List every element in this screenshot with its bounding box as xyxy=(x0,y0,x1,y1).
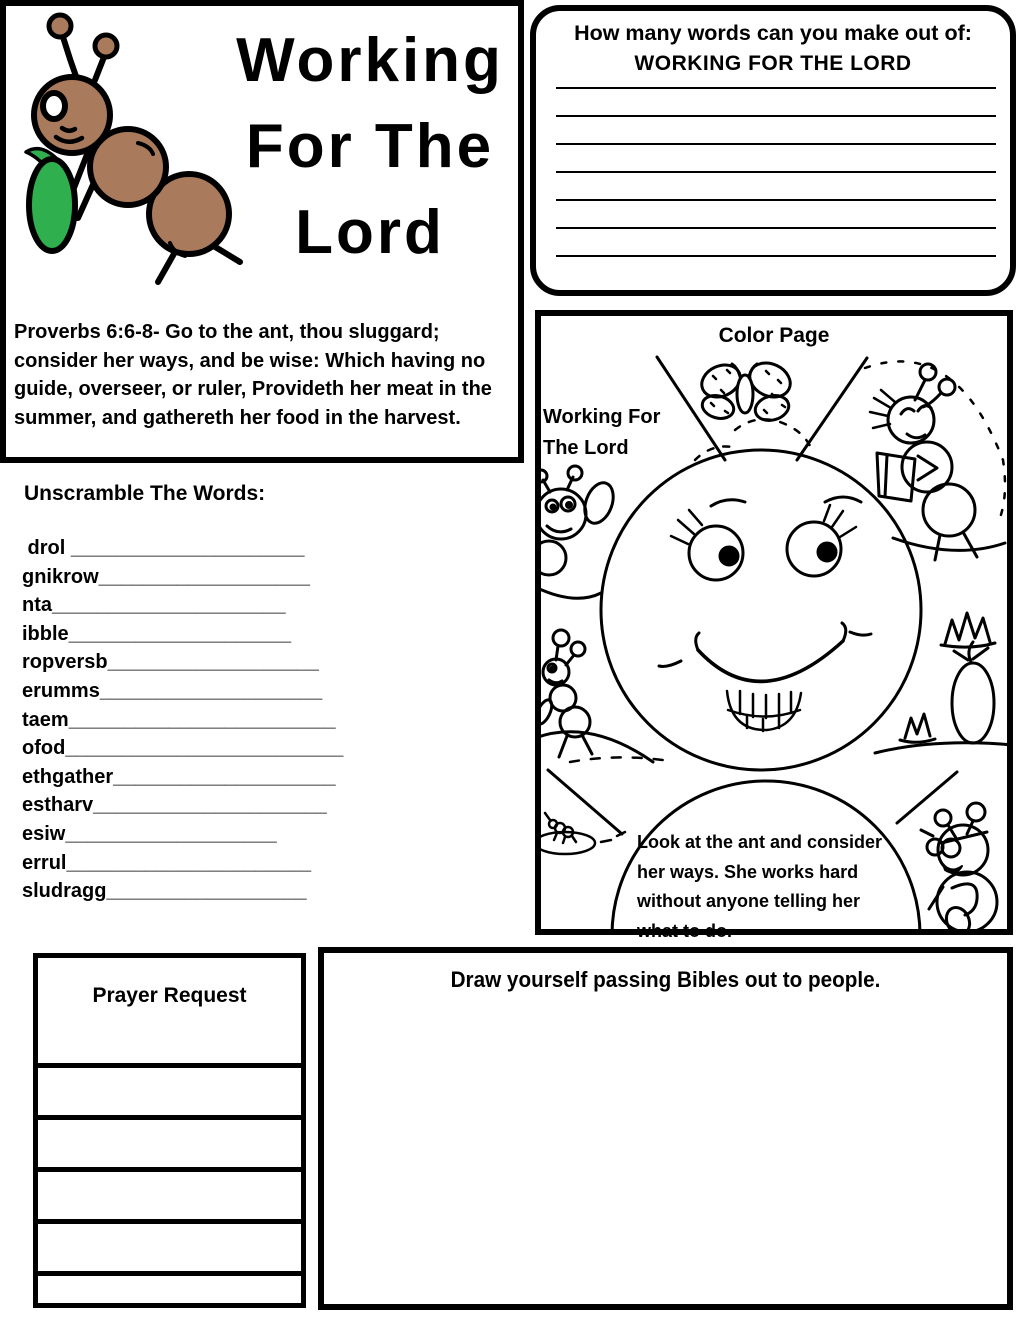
page-title-line: Lord xyxy=(295,198,445,267)
prayer-row xyxy=(38,1063,301,1115)
prayer-rows xyxy=(38,1063,301,1303)
climbing-ant-left xyxy=(535,630,663,762)
scrambled-word: ropversb xyxy=(22,651,108,674)
scrambled-word: estharv xyxy=(22,794,94,817)
drawing-box-heading: Draw yourself passing Bibles out to people. xyxy=(450,967,881,992)
color-page-caption xyxy=(637,828,947,946)
scripture-line: Proverbs 6:6-8- Go to the ant, thou sluggard; xyxy=(14,321,440,343)
page-title-line: For The xyxy=(245,112,495,181)
scrambled-word: gnikrow xyxy=(22,565,99,588)
grass-and-gourd xyxy=(875,613,1013,753)
answer-blank: ____________________ xyxy=(99,679,323,702)
writing-line xyxy=(556,229,996,257)
caption-line: her ways. She works hard xyxy=(637,861,859,882)
page-title-line: Working xyxy=(236,26,504,95)
scrambled-word: errul xyxy=(22,851,67,874)
writing-line xyxy=(556,173,996,201)
drawing-box xyxy=(318,947,1013,1310)
unscramble-row xyxy=(22,877,343,906)
unscramble-row xyxy=(22,648,343,677)
unscramble-row xyxy=(22,534,343,563)
prayer-row xyxy=(38,1219,301,1271)
answer-blank: _________________________ xyxy=(65,737,344,760)
writing-line xyxy=(556,89,996,117)
writing-line xyxy=(556,145,996,173)
answer-blank: _____________________ xyxy=(70,537,305,559)
prayer-request-heading: Prayer Request xyxy=(92,984,247,1007)
unscramble-heading: Unscramble The Words: xyxy=(24,482,266,505)
color-page-label xyxy=(543,402,660,464)
answer-blank: __________________ xyxy=(106,880,307,903)
big-ant-face xyxy=(601,450,921,770)
ant-clipart-icon xyxy=(0,0,250,290)
answer-blank: ___________________ xyxy=(107,651,319,674)
unscramble-row xyxy=(22,563,343,592)
answer-blank: ____________________ xyxy=(113,765,336,788)
unscramble-row xyxy=(22,706,343,735)
word-maker-phrase: WORKING FOR THE LORD xyxy=(634,52,912,75)
big-ant-antennae-lines xyxy=(657,357,867,460)
answer-blank: _____________________ xyxy=(93,794,327,817)
answer-blank: ______________________ xyxy=(66,851,312,874)
scripture-line: consider her ways, and be wise: Which having no xyxy=(14,349,486,372)
girl-ant-right xyxy=(870,364,1005,560)
color-page-heading: Color Page xyxy=(718,324,830,347)
prayer-request-box xyxy=(33,953,306,1308)
unscramble-row xyxy=(22,763,343,792)
answer-blank: ___________________ xyxy=(98,565,311,588)
answer-blank: ___________________ xyxy=(65,822,277,845)
unscramble-list xyxy=(22,534,343,906)
answer-blank: ____________________ xyxy=(68,622,292,645)
scrambled-word: ofod xyxy=(22,737,66,760)
answer-blank: ________________________ xyxy=(68,708,336,731)
writing-lines xyxy=(556,76,996,257)
scrambled-word: erumms xyxy=(22,679,100,702)
teeth xyxy=(727,691,801,731)
word-maker-box xyxy=(530,5,1016,296)
color-page-label-line: The Lord xyxy=(543,437,629,459)
color-page-label-line: Working For xyxy=(543,406,661,428)
writing-line xyxy=(556,117,996,145)
unscramble-row xyxy=(22,677,343,706)
scrambled-word: ibble xyxy=(22,622,69,645)
scrambled-word: sludragg xyxy=(22,880,107,903)
tiny-ant-on-mound xyxy=(535,813,625,854)
answer-blank: _____________________ xyxy=(52,594,286,617)
scrambled-word: drol xyxy=(22,537,71,559)
writing-line xyxy=(556,201,996,229)
scripture-line: summer, and gathereth her food in the harvest. xyxy=(14,406,461,429)
caption-line: what to do. xyxy=(637,920,732,941)
scrambled-word: ethgather xyxy=(22,765,114,788)
unscramble-row xyxy=(22,620,343,649)
prayer-row xyxy=(38,1167,301,1219)
unscramble-row xyxy=(22,849,343,878)
prayer-row xyxy=(38,1271,301,1303)
writing-line xyxy=(556,76,996,89)
color-page-box xyxy=(535,310,1013,941)
caption-line: without anyone telling her xyxy=(637,891,861,911)
happy-ant-top-left xyxy=(535,466,618,598)
prayer-row xyxy=(38,1115,301,1167)
scrambled-word: nta xyxy=(22,594,52,617)
unscramble-row xyxy=(22,791,343,820)
butterfly-icon xyxy=(697,357,796,424)
unscramble-row xyxy=(22,734,343,763)
scrambled-word: esiw xyxy=(22,822,66,845)
scrambled-word: taem xyxy=(22,708,69,731)
page-title xyxy=(222,18,518,276)
unscramble-row xyxy=(22,591,343,620)
word-maker-heading: How many words can you make out of: xyxy=(574,21,972,45)
girl-ant-lashes xyxy=(870,390,895,428)
unscramble-row xyxy=(22,820,343,849)
title-card xyxy=(0,0,524,463)
caption-line: Look at the ant and consider xyxy=(637,832,883,852)
scripture-line: guide, overseer, or ruler, Provideth her meat in the xyxy=(14,378,492,400)
scripture-verse xyxy=(14,318,492,432)
